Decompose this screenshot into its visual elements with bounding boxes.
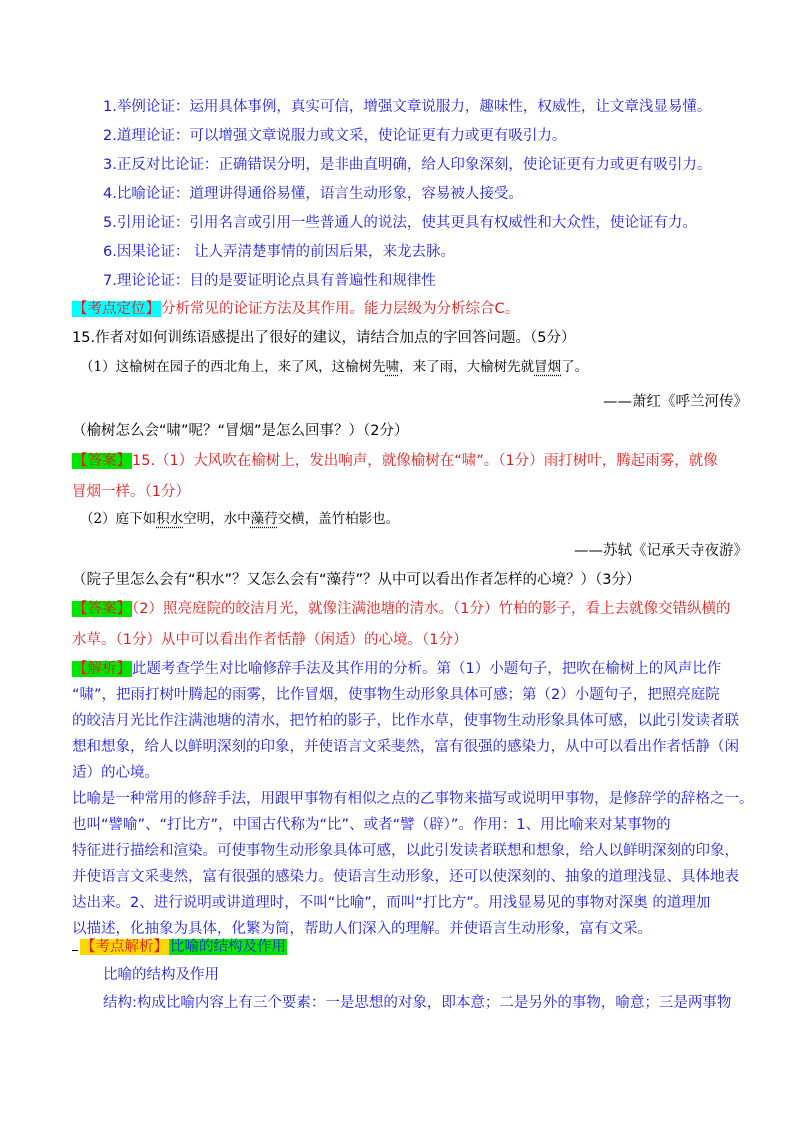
kaodian-jiexi-tag: 【考点解析】	[81, 939, 168, 955]
method-item: 6.因果论证： 让人弄清楚事情的前因后果，来龙去脉。	[103, 244, 455, 260]
answer-tag: 【答案】	[73, 601, 131, 617]
analysis-text: 此题考查学生对比喻修辞手法及其作用的分析。第（1）小题句子，把吹在榆树上的风声比作	[132, 661, 722, 677]
analysis-line: “啸”，把雨打树叶腾起的雨雾，比作冒烟，使事物生动形象具体可感；第（2）小题句子，把照亮庭院	[72, 687, 720, 703]
quote-1-part: ，来了雨，大榆树先就	[399, 359, 535, 375]
answer-2-line2: 水草。（1分）从中可以看出作者恬静（闲适）的心境。（1分）	[72, 632, 468, 648]
quote-1-part: （1）这榆树在园子的西北角上，来了风，这榆树先	[80, 359, 386, 375]
analysis-line: 并使语言文采斐然，富有很强的感染力。使语言生动形象，还可以使深刻的、抽象的道理浅显、具体地表	[72, 869, 739, 885]
method-item: 4.比喻论证：道理讲得通俗易懂，语言生动形象，容易被人接受。	[103, 186, 523, 202]
method-item: 1.举例论证：运用具体事例，真实可信，增强文章说服力，趣味性，权威性，让文章浅显易懂。	[103, 99, 712, 115]
analysis-line: 的皎洁月光比作注满池塘的清水，把竹柏的影子，比作水草，使事物生动形象具体可感，以此引发读者联	[72, 713, 739, 729]
analysis-line: 适）的心境。	[72, 765, 159, 781]
kaodian-tag: 【考点定位】	[73, 301, 160, 317]
quote-2-part: 交横，盖竹柏影也。	[277, 511, 400, 527]
quote-1	[80, 357, 588, 377]
method-item: 5.引用论证：引用名言或引用一些普通人的说法，使其更具有权威性和大众性，使论证有力。	[103, 215, 697, 231]
sub-question-2: （院子里怎么会有“积水”？又怎么会有“藻荇”？从中可以看出作者怎样的心境？）（3分）	[72, 572, 641, 588]
analysis-line	[72, 659, 721, 679]
method-item: 7.理论论证：目的是要证明论点具有普遍性和规律性	[103, 273, 436, 289]
quote-2	[80, 509, 399, 529]
answer-text: （2）照亮庭院的皎洁月光，就像注满池塘的清水。（1分）竹柏的影子，看上去就像交错纵横的	[132, 601, 731, 617]
kaodian-jiexi-title: 比喻的结构及作用	[170, 939, 286, 955]
answer-text: 15.（1）大风吹在榆树上，发出响声，就像榆树在“啸”。（1分）雨打树叶，腾起雨雾，就像	[132, 453, 718, 469]
underline-mark	[72, 950, 78, 951]
dotted-word: 积水	[156, 511, 184, 527]
tail-text: 结构:构成比喻内容上有三个要素：一是思想的对象，即本意；二是另外的事物，喻意；三是两事物	[103, 995, 732, 1011]
question-stem: 15.作者对如何训练语感提出了很好的建议，请结合加点的字回答问题。（5分）	[72, 330, 576, 346]
answer-1-line1	[72, 451, 718, 471]
tail-title: 比喻的结构及作用	[103, 967, 219, 983]
dotted-word: 啸	[385, 359, 400, 375]
analysis-line: 以描述，化抽象为具体，化繁为简，帮助人们深入的理解。并使语言生动形象，富有文采。	[72, 921, 652, 937]
quote-1-part: 了。	[561, 359, 589, 375]
sub-question-1: （榆树怎么会“啸”呢？“冒烟”是怎么回事？）（2分）	[72, 423, 409, 439]
answer-1-line2: 冒烟一样。（1分）	[72, 484, 190, 500]
analysis-line: 想和想象，给人以鲜明深刻的印象，并使语言文采斐然，富有很强的感染力，从中可以看出作者恬静（闲	[72, 739, 739, 755]
kaodian-text: 分析常见的论证方法及其作用。能力层级为分析综合C。	[161, 301, 520, 317]
dotted-word: 冒烟	[534, 359, 562, 375]
kaodian-line	[72, 299, 519, 319]
method-item: 2.道理论证：可以增强文章说服力或文采，使论证更有力或更有吸引力。	[103, 128, 567, 144]
quote-2-part: 空明，水中	[183, 511, 251, 527]
quote-1-source: ——萧红《呼兰河传》	[603, 394, 748, 410]
analysis-tag: 【解析】	[73, 661, 131, 677]
dotted-word: 藻荇	[250, 511, 278, 527]
quote-2-source: ——苏轼《记承天寺夜游》	[574, 543, 748, 559]
kaodian-jiexi-line	[72, 937, 287, 957]
analysis-line: 也叫“譬喻”、“打比方”，中国古代称为“比”、或者“譬（辟）”。作用：1、用比喻来对某事物的	[72, 817, 671, 833]
answer-tag: 【答案】	[73, 453, 131, 469]
quote-2-part: （2）庭下如	[80, 511, 157, 527]
analysis-line: 特征进行描绘和渲染。可使事物生动形象具体可感，以此引发读者联想和想象，给人以鲜明深刻的印象，	[72, 843, 739, 859]
analysis-line: 比喻是一种常用的修辞手法，用跟甲事物有相似之点的乙事物来描写或说明甲事物，是修辞学的辞格之一。	[72, 791, 754, 807]
analysis-line: 达出来。2、进行说明或讲道理时，不叫“比喻”，而叫“打比方”。用浅显易见的事物对深奥 的道理加	[72, 895, 711, 911]
method-item: 3.正反对比论证：正确错误分明，是非曲直明确，给人印象深刻，使论证更有力或更有吸引力。	[103, 157, 712, 173]
answer-2-line1	[72, 599, 730, 619]
